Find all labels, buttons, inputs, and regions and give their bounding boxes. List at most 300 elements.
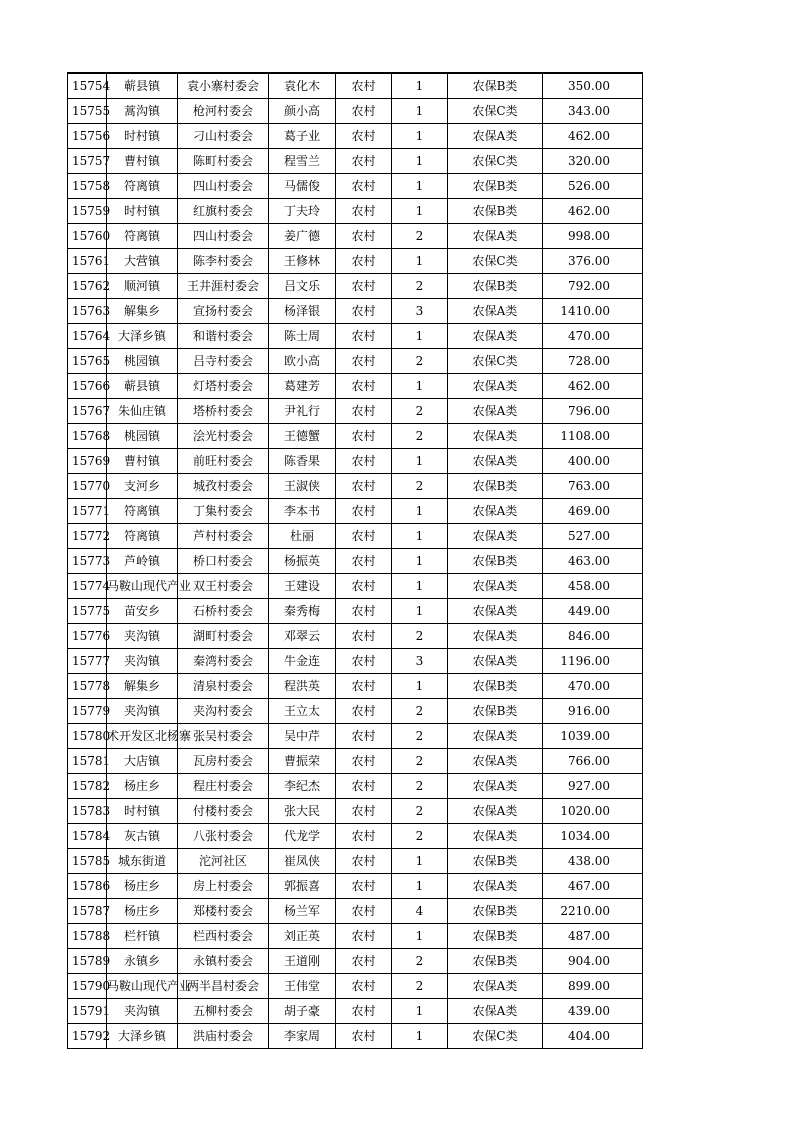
household-type-cell: 农村: [336, 73, 392, 99]
name-cell: 王修林: [269, 249, 336, 274]
table-row: [68, 124, 643, 149]
town-cell: 城东街道: [107, 849, 178, 874]
household-type-cell: 农村: [336, 349, 392, 374]
count-cell: 1: [392, 449, 448, 474]
town-cell: 夹沟镇: [107, 699, 178, 724]
records-table: [67, 72, 643, 1049]
town-cell: 时村镇: [107, 799, 178, 824]
village-cell: 付楼村委会: [178, 799, 269, 824]
row-id: 15762: [68, 274, 107, 299]
count-cell: 1: [392, 124, 448, 149]
village-cell: 芦村村委会: [178, 524, 269, 549]
amount-cell: 998.00: [543, 224, 643, 249]
row-id: 15778: [68, 674, 107, 699]
count-cell: 4: [392, 899, 448, 924]
village-cell: 五柳村委会: [178, 999, 269, 1024]
table-row: [68, 799, 643, 824]
name-cell: 杨泽银: [269, 299, 336, 324]
amount-cell: 487.00: [543, 924, 643, 949]
village-cell: 袁小寨村委会: [178, 73, 269, 99]
village-cell: 八张村委会: [178, 824, 269, 849]
count-cell: 2: [392, 624, 448, 649]
table-row: [68, 449, 643, 474]
village-cell: 宣扬村委会: [178, 299, 269, 324]
row-id: 15780: [68, 724, 107, 749]
amount-cell: 1034.00: [543, 824, 643, 849]
amount-cell: 350.00: [543, 73, 643, 99]
town-cell: 苗安乡: [107, 599, 178, 624]
category-cell: 农保A类: [448, 524, 543, 549]
row-id: 15783: [68, 799, 107, 824]
name-cell: 吕文乐: [269, 274, 336, 299]
village-cell: 桥口村委会: [178, 549, 269, 574]
village-cell: 前旺村委会: [178, 449, 269, 474]
town-cell: 顺河镇: [107, 274, 178, 299]
category-cell: 农保A类: [448, 399, 543, 424]
row-id: 15770: [68, 474, 107, 499]
category-cell: 农保A类: [448, 599, 543, 624]
category-cell: 农保B类: [448, 699, 543, 724]
row-id: 15786: [68, 874, 107, 899]
count-cell: 2: [392, 424, 448, 449]
row-id: 15784: [68, 824, 107, 849]
category-cell: 农保A类: [448, 424, 543, 449]
amount-cell: 404.00: [543, 1024, 643, 1049]
row-id: 15791: [68, 999, 107, 1024]
count-cell: 1: [392, 1024, 448, 1049]
household-type-cell: 农村: [336, 974, 392, 999]
amount-cell: 449.00: [543, 599, 643, 624]
amount-cell: 400.00: [543, 449, 643, 474]
village-cell: 郑楼村委会: [178, 899, 269, 924]
table-row: [68, 824, 643, 849]
town-cell: 夹沟镇: [107, 999, 178, 1024]
name-cell: 吴中芹: [269, 724, 336, 749]
count-cell: 2: [392, 774, 448, 799]
amount-cell: 792.00: [543, 274, 643, 299]
count-cell: 3: [392, 299, 448, 324]
town-cell: 夹沟镇: [107, 624, 178, 649]
household-type-cell: 农村: [336, 874, 392, 899]
table-row: [68, 174, 643, 199]
household-type-cell: 农村: [336, 924, 392, 949]
village-cell: 红旗村委会: [178, 199, 269, 224]
table-row: [68, 724, 643, 749]
category-cell: 农保A类: [448, 824, 543, 849]
town-cell: 马鞍山现代产业: [107, 974, 178, 999]
row-id: 15760: [68, 224, 107, 249]
name-cell: 王道刚: [269, 949, 336, 974]
household-type-cell: 农村: [336, 599, 392, 624]
household-type-cell: 农村: [336, 424, 392, 449]
name-cell: 陈香果: [269, 449, 336, 474]
row-id: 15776: [68, 624, 107, 649]
village-cell: 夹沟村委会: [178, 699, 269, 724]
town-cell: 符离镇: [107, 524, 178, 549]
count-cell: 1: [392, 99, 448, 124]
category-cell: 农保B类: [448, 949, 543, 974]
amount-cell: 320.00: [543, 149, 643, 174]
category-cell: 农保A类: [448, 449, 543, 474]
row-id: 15774: [68, 574, 107, 599]
count-cell: 1: [392, 874, 448, 899]
count-cell: 2: [392, 349, 448, 374]
household-type-cell: 农村: [336, 99, 392, 124]
row-id: 15792: [68, 1024, 107, 1049]
table-body: [68, 73, 643, 1049]
amount-cell: 439.00: [543, 999, 643, 1024]
count-cell: 1: [392, 199, 448, 224]
household-type-cell: 农村: [336, 224, 392, 249]
table-row: [68, 849, 643, 874]
name-cell: 邓翠云: [269, 624, 336, 649]
household-type-cell: 农村: [336, 474, 392, 499]
amount-cell: 470.00: [543, 324, 643, 349]
table-row: [68, 774, 643, 799]
household-type-cell: 农村: [336, 1024, 392, 1049]
village-cell: 丁集村委会: [178, 499, 269, 524]
amount-cell: 462.00: [543, 199, 643, 224]
household-type-cell: 农村: [336, 824, 392, 849]
amount-cell: 1196.00: [543, 649, 643, 674]
household-type-cell: 农村: [336, 324, 392, 349]
count-cell: 2: [392, 749, 448, 774]
category-cell: 农保A类: [448, 799, 543, 824]
category-cell: 农保C类: [448, 249, 543, 274]
name-cell: 崔凤侠: [269, 849, 336, 874]
count-cell: 1: [392, 674, 448, 699]
town-cell: 桃园镇: [107, 424, 178, 449]
table-row: [68, 149, 643, 174]
amount-cell: 899.00: [543, 974, 643, 999]
category-cell: 农保A类: [448, 224, 543, 249]
amount-cell: 527.00: [543, 524, 643, 549]
row-id: 15790: [68, 974, 107, 999]
town-cell: 大泽乡镇: [107, 324, 178, 349]
row-id: 15764: [68, 324, 107, 349]
row-id: 15785: [68, 849, 107, 874]
category-cell: 农保C类: [448, 149, 543, 174]
town-cell: 符离镇: [107, 224, 178, 249]
name-cell: 张大民: [269, 799, 336, 824]
amount-cell: 438.00: [543, 849, 643, 874]
table-row: [68, 324, 643, 349]
village-cell: 四山村委会: [178, 174, 269, 199]
household-type-cell: 农村: [336, 274, 392, 299]
table-row: [68, 224, 643, 249]
count-cell: 1: [392, 924, 448, 949]
household-type-cell: 农村: [336, 374, 392, 399]
household-type-cell: 农村: [336, 449, 392, 474]
town-cell: 栏杆镇: [107, 924, 178, 949]
town-cell: 符离镇: [107, 174, 178, 199]
table-row: [68, 624, 643, 649]
amount-cell: 916.00: [543, 699, 643, 724]
village-cell: 石桥村委会: [178, 599, 269, 624]
amount-cell: 526.00: [543, 174, 643, 199]
amount-cell: 467.00: [543, 874, 643, 899]
name-cell: 胡子豪: [269, 999, 336, 1024]
category-cell: 农保A类: [448, 649, 543, 674]
village-cell: 王井涯村委会: [178, 274, 269, 299]
household-type-cell: 农村: [336, 899, 392, 924]
category-cell: 农保A类: [448, 324, 543, 349]
count-cell: 2: [392, 974, 448, 999]
category-cell: 农保A类: [448, 374, 543, 399]
name-cell: 颜小高: [269, 99, 336, 124]
town-cell: 大店镇: [107, 749, 178, 774]
row-id: 15755: [68, 99, 107, 124]
category-cell: 农保B类: [448, 924, 543, 949]
name-cell: 李纪杰: [269, 774, 336, 799]
count-cell: 1: [392, 73, 448, 99]
count-cell: 1: [392, 849, 448, 874]
name-cell: 秦秀梅: [269, 599, 336, 624]
count-cell: 1: [392, 524, 448, 549]
category-cell: 农保A类: [448, 124, 543, 149]
count-cell: 2: [392, 799, 448, 824]
count-cell: 2: [392, 399, 448, 424]
amount-cell: 469.00: [543, 499, 643, 524]
category-cell: 农保B类: [448, 73, 543, 99]
village-cell: 塔桥村委会: [178, 399, 269, 424]
household-type-cell: 农村: [336, 674, 392, 699]
name-cell: 王淑侠: [269, 474, 336, 499]
village-cell: 和谐村委会: [178, 324, 269, 349]
row-id: 15763: [68, 299, 107, 324]
table-row: [68, 574, 643, 599]
category-cell: 农保A类: [448, 724, 543, 749]
category-cell: 农保C类: [448, 349, 543, 374]
row-id: 15767: [68, 399, 107, 424]
town-cell: 蒿沟镇: [107, 99, 178, 124]
name-cell: 尹礼行: [269, 399, 336, 424]
town-cell: 解集乡: [107, 674, 178, 699]
row-id: 15754: [68, 73, 107, 99]
household-type-cell: 农村: [336, 724, 392, 749]
category-cell: 农保A类: [448, 999, 543, 1024]
village-cell: 吕寺村委会: [178, 349, 269, 374]
table-row: [68, 899, 643, 924]
household-type-cell: 农村: [336, 574, 392, 599]
name-cell: 丁夫玲: [269, 199, 336, 224]
amount-cell: 1039.00: [543, 724, 643, 749]
village-cell: 两半昌村委会: [178, 974, 269, 999]
household-type-cell: 农村: [336, 624, 392, 649]
amount-cell: 846.00: [543, 624, 643, 649]
household-type-cell: 农村: [336, 174, 392, 199]
village-cell: 瓦房村委会: [178, 749, 269, 774]
category-cell: 农保B类: [448, 174, 543, 199]
category-cell: 农保B类: [448, 849, 543, 874]
table-row: [68, 649, 643, 674]
name-cell: 杨振英: [269, 549, 336, 574]
amount-cell: 1020.00: [543, 799, 643, 824]
name-cell: 李本书: [269, 499, 336, 524]
amount-cell: 1410.00: [543, 299, 643, 324]
town-cell: 朱仙庄镇: [107, 399, 178, 424]
amount-cell: 462.00: [543, 124, 643, 149]
village-cell: 陈李村委会: [178, 249, 269, 274]
name-cell: 李家周: [269, 1024, 336, 1049]
count-cell: 2: [392, 474, 448, 499]
table-row: [68, 274, 643, 299]
row-id: 15788: [68, 924, 107, 949]
table-row: [68, 299, 643, 324]
table-row: [68, 974, 643, 999]
village-cell: 沱河社区: [178, 849, 269, 874]
row-id: 15756: [68, 124, 107, 149]
name-cell: 姜广德: [269, 224, 336, 249]
row-id: 15769: [68, 449, 107, 474]
town-cell: 永镇乡: [107, 949, 178, 974]
name-cell: 欧小高: [269, 349, 336, 374]
amount-cell: 458.00: [543, 574, 643, 599]
name-cell: 王德蟹: [269, 424, 336, 449]
town-cell: 马鞍山现代产业: [107, 574, 178, 599]
village-cell: 清泉村委会: [178, 674, 269, 699]
count-cell: 1: [392, 549, 448, 574]
count-cell: 1: [392, 174, 448, 199]
town-cell: 符离镇: [107, 499, 178, 524]
town-cell: 蕲县镇: [107, 374, 178, 399]
amount-cell: 463.00: [543, 549, 643, 574]
table-row: [68, 749, 643, 774]
count-cell: 1: [392, 499, 448, 524]
row-id: 15759: [68, 199, 107, 224]
table-row: [68, 949, 643, 974]
household-type-cell: 农村: [336, 999, 392, 1024]
amount-cell: 927.00: [543, 774, 643, 799]
row-id: 15789: [68, 949, 107, 974]
town-cell: 支河乡: [107, 474, 178, 499]
village-cell: 城孜村委会: [178, 474, 269, 499]
row-id: 15773: [68, 549, 107, 574]
town-cell: 杨庄乡: [107, 774, 178, 799]
household-type-cell: 农村: [336, 949, 392, 974]
row-id: 15775: [68, 599, 107, 624]
town-cell: 解集乡: [107, 299, 178, 324]
row-id: 15772: [68, 524, 107, 549]
village-cell: 张吴村委会: [178, 724, 269, 749]
count-cell: 1: [392, 249, 448, 274]
name-cell: 王伟堂: [269, 974, 336, 999]
name-cell: 杜丽: [269, 524, 336, 549]
name-cell: 郭振喜: [269, 874, 336, 899]
count-cell: 1: [392, 574, 448, 599]
town-cell: 大营镇: [107, 249, 178, 274]
table-row: [68, 524, 643, 549]
amount-cell: 1108.00: [543, 424, 643, 449]
category-cell: 农保B类: [448, 549, 543, 574]
table-row: [68, 549, 643, 574]
household-type-cell: 农村: [336, 774, 392, 799]
town-cell: 大泽乡镇: [107, 1024, 178, 1049]
amount-cell: 766.00: [543, 749, 643, 774]
amount-cell: 763.00: [543, 474, 643, 499]
count-cell: 2: [392, 949, 448, 974]
village-cell: 刁山村委会: [178, 124, 269, 149]
village-cell: 永镇村委会: [178, 949, 269, 974]
table-row: [68, 499, 643, 524]
category-cell: 农保A类: [448, 774, 543, 799]
count-cell: 2: [392, 224, 448, 249]
category-cell: 农保A类: [448, 574, 543, 599]
town-cell: 杨庄乡: [107, 899, 178, 924]
name-cell: 陈士周: [269, 324, 336, 349]
village-cell: 浍光村委会: [178, 424, 269, 449]
household-type-cell: 农村: [336, 199, 392, 224]
amount-cell: 2210.00: [543, 899, 643, 924]
village-cell: 湖町村委会: [178, 624, 269, 649]
town-cell: 灰古镇: [107, 824, 178, 849]
row-id: 15768: [68, 424, 107, 449]
table-row: [68, 399, 643, 424]
name-cell: 程洪英: [269, 674, 336, 699]
table-row: [68, 999, 643, 1024]
name-cell: 代龙学: [269, 824, 336, 849]
village-cell: 灯塔村委会: [178, 374, 269, 399]
count-cell: 2: [392, 824, 448, 849]
village-cell: 四山村委会: [178, 224, 269, 249]
amount-cell: 796.00: [543, 399, 643, 424]
row-id: 15761: [68, 249, 107, 274]
category-cell: 农保A类: [448, 499, 543, 524]
village-cell: 双王村委会: [178, 574, 269, 599]
household-type-cell: 农村: [336, 399, 392, 424]
household-type-cell: 农村: [336, 649, 392, 674]
amount-cell: 728.00: [543, 349, 643, 374]
table-row: [68, 424, 643, 449]
table-row: [68, 1024, 643, 1049]
village-cell: 陈町村委会: [178, 149, 269, 174]
table-row: [68, 474, 643, 499]
count-cell: 2: [392, 724, 448, 749]
category-cell: 农保B类: [448, 899, 543, 924]
name-cell: 王立太: [269, 699, 336, 724]
name-cell: 王建设: [269, 574, 336, 599]
table-row: [68, 924, 643, 949]
row-id: 15781: [68, 749, 107, 774]
town-cell: 曹村镇: [107, 149, 178, 174]
row-id: 15765: [68, 349, 107, 374]
household-type-cell: 农村: [336, 499, 392, 524]
household-type-cell: 农村: [336, 699, 392, 724]
village-cell: 房上村委会: [178, 874, 269, 899]
town-cell: 蕲县镇: [107, 73, 178, 99]
amount-cell: 904.00: [543, 949, 643, 974]
town-cell: 时村镇: [107, 199, 178, 224]
amount-cell: 376.00: [543, 249, 643, 274]
row-id: 15777: [68, 649, 107, 674]
household-type-cell: 农村: [336, 249, 392, 274]
table-row: [68, 99, 643, 124]
town-cell: 夹沟镇: [107, 649, 178, 674]
table-row: [68, 674, 643, 699]
amount-cell: 470.00: [543, 674, 643, 699]
name-cell: 葛建芳: [269, 374, 336, 399]
name-cell: 杨兰军: [269, 899, 336, 924]
count-cell: 1: [392, 999, 448, 1024]
count-cell: 2: [392, 274, 448, 299]
row-id: 15782: [68, 774, 107, 799]
table-row: [68, 349, 643, 374]
category-cell: 农保C类: [448, 1024, 543, 1049]
category-cell: 农保C类: [448, 99, 543, 124]
row-id: 15757: [68, 149, 107, 174]
name-cell: 马儒俊: [269, 174, 336, 199]
household-type-cell: 农村: [336, 849, 392, 874]
